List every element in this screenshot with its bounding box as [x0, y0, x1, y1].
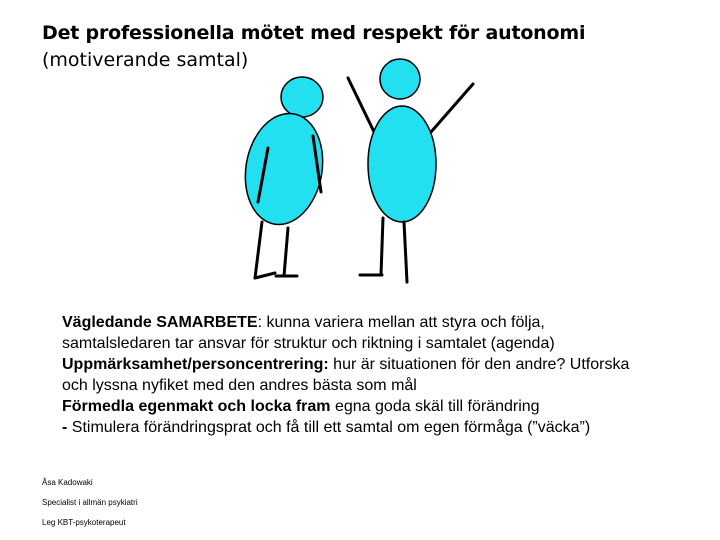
body-line-3 [62, 354, 712, 375]
body-line-6-bold: - [62, 419, 68, 436]
right-figure-head [380, 59, 420, 99]
body-line-3-text: hur är situationen för den andre? Utforska [328, 356, 630, 373]
body-line-3-bold: Uppmärksamhet/personcentrering: [62, 356, 329, 373]
body-line-1-text: : kunna variera mellan att styra och följa, [257, 314, 545, 331]
left-figure-leg-right [284, 228, 288, 276]
body-line-4-text: och lyssna nyfiket med den andres bästa som mål [62, 377, 417, 394]
author-role-2: Leg KBT-psykoterapeut [42, 518, 126, 527]
body-line-2-text: samtalsledaren tar ansvar för struktur och riktning i samtalet (agenda) [62, 335, 555, 352]
body-line-1-bold: Vägledande SAMARBETE [62, 314, 258, 331]
title-main: Det professionella mötet med respekt för autonomi [42, 22, 586, 44]
body-line-5 [62, 396, 712, 417]
right-figure-body [368, 106, 436, 222]
author-name: Åsa Kadowaki [42, 478, 93, 487]
body-line-5-bold: Förmedla egenmakt och locka fram [62, 398, 331, 415]
body-line-2 [62, 333, 712, 354]
body-line-5-text: egna goda skäl till förändring [330, 398, 540, 415]
right-figure-arm-left [348, 78, 377, 138]
body-text [62, 312, 712, 438]
right-figure-leg-right [404, 222, 407, 282]
left-figure-head [281, 77, 323, 117]
body-line-6 [62, 417, 712, 438]
left-figure [237, 77, 331, 278]
left-figure-foot-left [255, 273, 275, 278]
body-line-4 [62, 375, 712, 396]
body-line-6-text: Stimulera förändringsprat och få till ett samtal om egen förmåga (”väcka”) [67, 419, 591, 436]
body-line-1 [62, 312, 712, 333]
left-figure-leg-left [255, 222, 262, 278]
right-figure-arm-right [424, 84, 473, 140]
author-footer [42, 478, 138, 538]
title-subtitle: (motiverande samtal) [42, 49, 249, 71]
right-figure-leg-left [381, 218, 383, 275]
right-figure [348, 59, 473, 282]
author-role-1: Specialist i allmän psykiatri [42, 498, 138, 507]
